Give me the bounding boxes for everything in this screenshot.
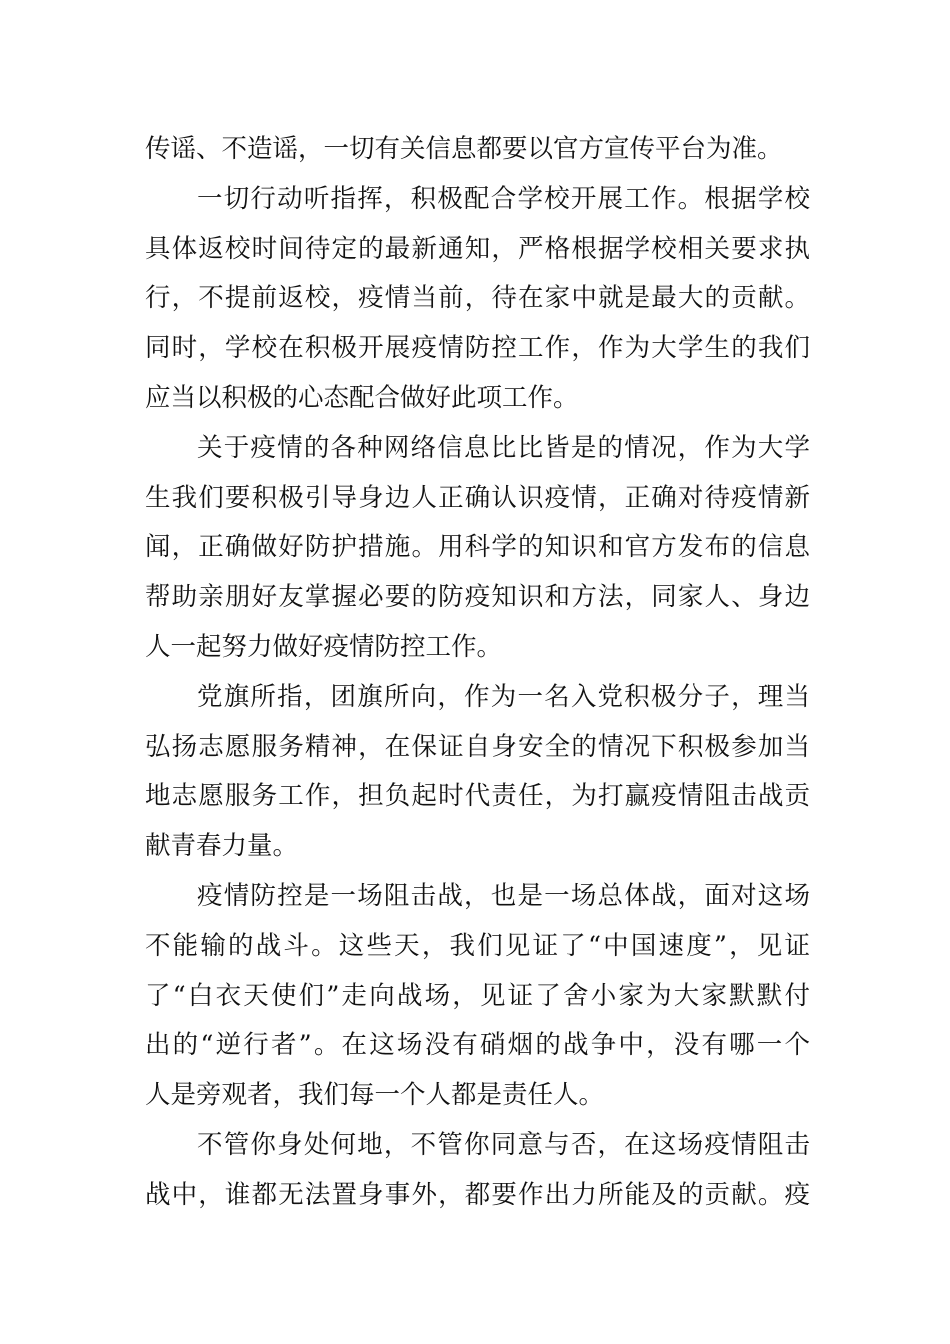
- text-line: 同时，学校在积极开展疫情防控工作，作为大学生的我们: [145, 333, 810, 364]
- text-line: 应当以积极的心态配合做好此项工作。: [145, 382, 579, 413]
- text-line: 献青春力量。: [145, 831, 299, 862]
- paragraph: [145, 175, 810, 424]
- text-line: 不能输的战斗。这些天，我们见证了“中国速度”，见证: [145, 930, 810, 961]
- text-line: 帮助亲朋好友掌握必要的防疫知识和方法，同家人、身边: [145, 582, 810, 613]
- paragraph: [145, 872, 810, 1121]
- text-line: 一切行动听指挥，积极配合学校开展工作。根据学校: [197, 183, 810, 214]
- text-line: 具体返校时间待定的最新通知，严格根据学校相关要求执: [145, 233, 810, 264]
- paragraph: [145, 1121, 810, 1221]
- text-line: 人是旁观者，我们每一个人都是责任人。: [145, 1080, 605, 1111]
- text-line: 了“白衣天使们”走向战场，见证了舍小家为大家默默付: [145, 980, 810, 1011]
- text-line: 战中，谁都无法置身事外，都要作出力所能及的贡献。疫: [145, 1179, 810, 1210]
- text-line: 出的“逆行者”。在这场没有硝烟的战争中，没有哪一个: [145, 1030, 810, 1061]
- text-line: 疫情防控是一场阻击战，也是一场总体战，面对这场: [197, 880, 810, 911]
- text-line: 闻，正确做好防护措施。用科学的知识和官方发布的信息: [145, 532, 810, 563]
- paragraph: [145, 424, 810, 673]
- text-line: 地志愿服务工作，担负起时代责任，为打赢疫情阻击战贡: [145, 781, 810, 812]
- text-line: 弘扬志愿服务精神，在保证自身安全的情况下积极参加当: [145, 731, 810, 762]
- paragraph: [145, 125, 810, 175]
- paragraph: [145, 673, 810, 872]
- text-line: 生我们要积极引导身边人正确认识疫情，正确对待疫情新: [145, 482, 810, 513]
- text-line: 传谣、不造谣，一切有关信息都要以官方宣传平台为准。: [145, 134, 783, 164]
- body-text: [145, 125, 810, 1221]
- text-line: 行，不提前返校，疫情当前，待在家中就是最大的贡献。: [145, 283, 810, 314]
- text-line: 人一起努力做好疫情防控工作。: [145, 631, 503, 662]
- text-line: 党旗所指，团旗所向，作为一名入党积极分子，理当: [197, 681, 810, 712]
- text-line: 不管你身处何地，不管你同意与否，在这场疫情阻击: [197, 1129, 810, 1160]
- text-line: 关于疫情的各种网络信息比比皆是的情况，作为大学: [197, 432, 810, 463]
